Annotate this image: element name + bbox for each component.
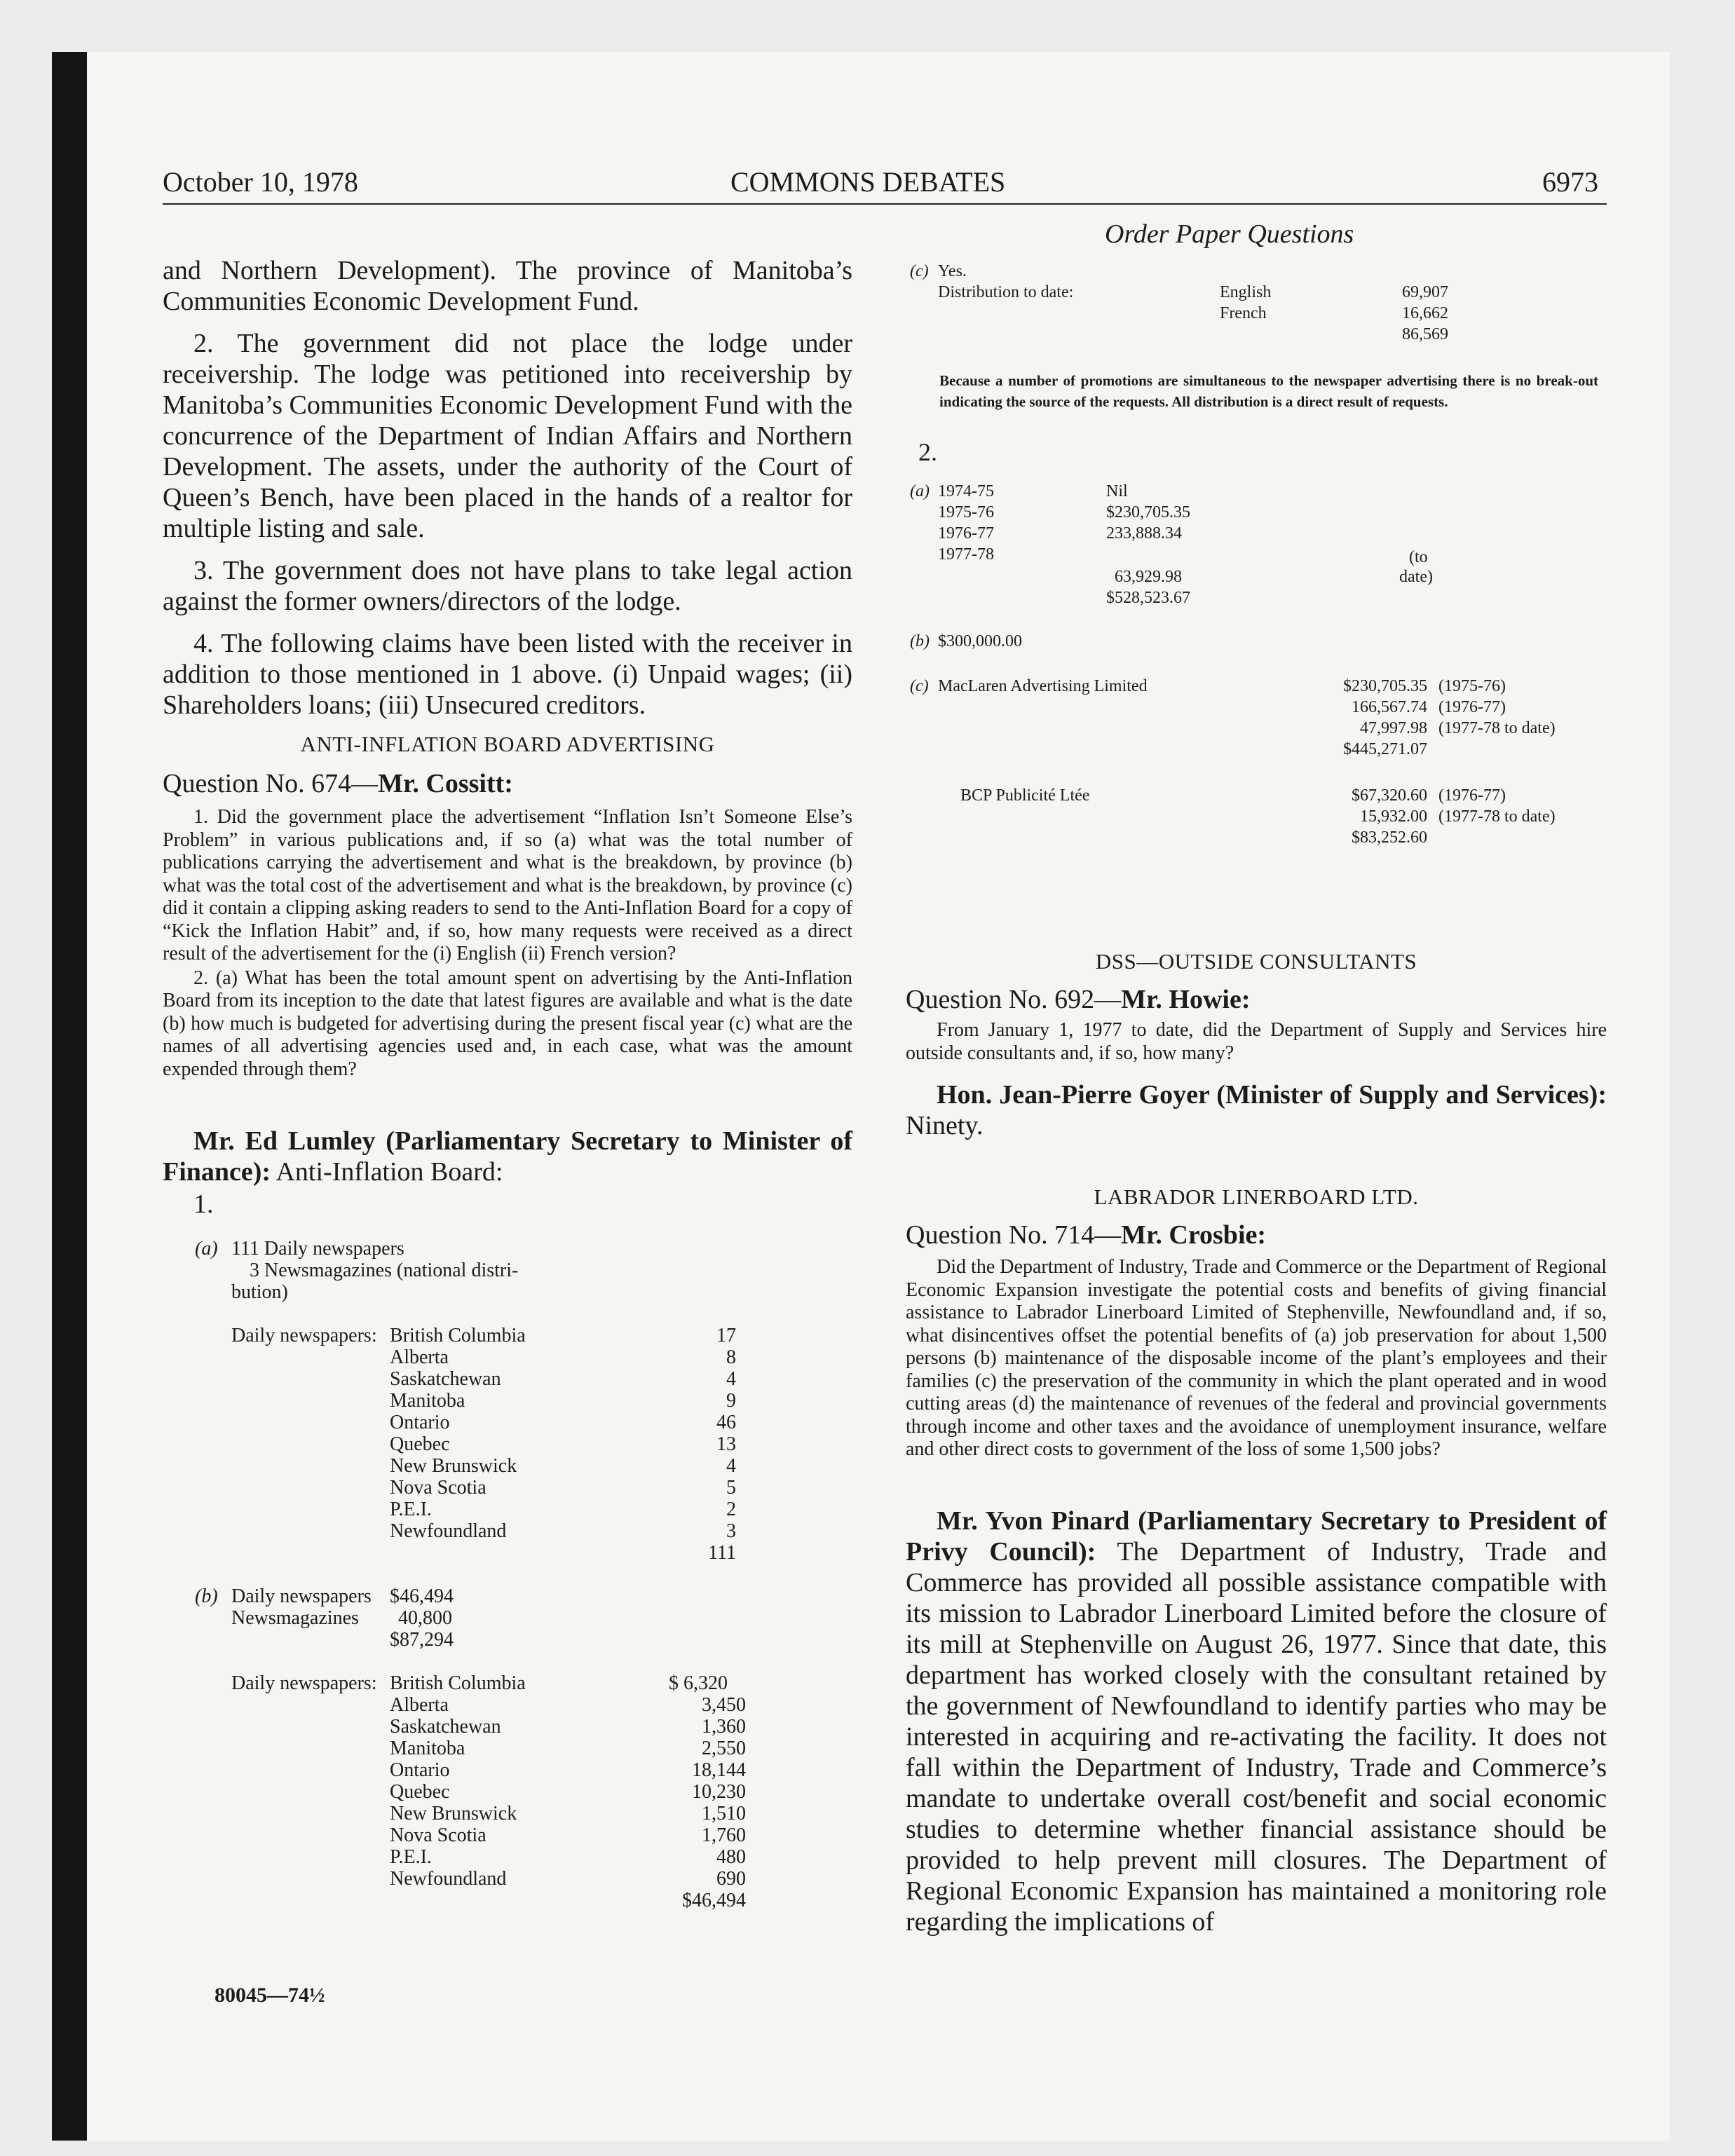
fiscal-year: 1976-77 — [938, 524, 994, 543]
paragraph: and Northern Development). The province of Manitoba’s Communities Economic Development Fund. — [163, 256, 852, 316]
cost-value: 1,360 — [702, 1716, 746, 1738]
header-title: COMMONS DEBATES — [730, 166, 1006, 198]
answer-number: 2. — [918, 438, 937, 466]
count-value: 4 — [726, 1455, 736, 1477]
agency-total: $445,271.07 — [1343, 740, 1427, 758]
paragraph: 3. The government does not have plans to take legal action against the former owners/directors of the lodge. — [163, 556, 852, 616]
scan-binding-edge — [52, 52, 87, 2141]
agency-total: $83,252.60 — [1352, 828, 1427, 847]
cost-total: $87,294 — [390, 1629, 454, 1651]
cost-value: $ 6,320 — [669, 1672, 728, 1694]
list-item: Quebec — [390, 1433, 450, 1455]
fiscal-year: 1974-75 — [938, 482, 994, 500]
question-number: Question No. 674— — [163, 769, 379, 798]
table-label: Daily newspapers — [231, 1585, 372, 1607]
list-item: Ontario — [390, 1412, 450, 1433]
count-value: 2 — [726, 1499, 736, 1520]
cost-value: 18,144 — [692, 1759, 746, 1781]
answer-number: 1. — [193, 1189, 214, 1219]
table-line: 3 Newsmagazines (national distri- — [250, 1260, 519, 1281]
question-paragraph: 1. Did the government place the advertisement “Inflation Isn’t Someone Else’s Problem” in various publications and, if so (a) what was the total number of publications carrying the advertisement and what is the breakdown, by province (b) what was the total cost of the advertisement and what is the breakdown, by province (c) did it contain a clipping asking readers to send to the Anti-Inflation Board for a copy of “Kick the Inflation Habit” and, if so, how many requests were received as a direct result of the advertisement for the (i) English (ii) French version? — [163, 806, 852, 964]
list-item: Alberta — [390, 1694, 449, 1716]
count-value: 8 — [726, 1346, 736, 1368]
table-label: Distribution to date: — [938, 283, 1074, 301]
question-paragraph: Did the Department of Industry, Trade and Commerce or the Department of Regional Economic Expansion investigate the potential costs and benefits of giving financial assistance to Labrador Linerboard Limited of Stephenville, Newfoundland and, if so, what disincentives offset the potential benefits of (a) job preservation for about 1,500 persons (b) maintenance of the disposable income of the plant’s employees and their families (c) the preservation of the community in which the plant operated and in wood cutting areas (d) the maintenance of revenues of the federal and provincial governments through income and other taxes and the avoidance of unemployment insurance, welfare and other direct costs to government of the loss of some 1,500 jobs? — [906, 1256, 1607, 1460]
agency-amount: $230,705.35 — [1343, 677, 1427, 695]
item-marker: (a) — [195, 1238, 218, 1260]
cost-value: 40,800 — [398, 1607, 452, 1629]
to-date-note: (to — [1409, 548, 1428, 566]
count-value: 9 — [726, 1390, 736, 1412]
question-heading — [906, 1220, 1266, 1250]
list-item: Saskatchewan — [390, 1368, 501, 1390]
list-item: Newfoundland — [390, 1868, 507, 1890]
page-footer-code: 80045—74½ — [215, 1984, 325, 2007]
budget-value: $300,000.00 — [938, 632, 1022, 650]
list-item: Ontario — [390, 1759, 450, 1781]
table-line: 111 Daily newspapers — [231, 1238, 404, 1260]
count-value: 3 — [726, 1520, 736, 1542]
agency-amount: $67,320.60 — [1352, 786, 1427, 805]
section-caption: ANTI-INFLATION BOARD ADVERTISING — [300, 732, 715, 756]
question-text-block — [163, 806, 852, 1081]
language-label: English — [1220, 283, 1272, 301]
agency-amount: 15,932.00 — [1360, 807, 1427, 826]
question-paragraph: 2. (a) What has been the total amount spent on advertising by the Anti-Inflation Board from its inception to the date that latest figures are available and what is the date (b) how much is budgeted for advertising during the present fiscal year (c) what are the names of all advertising agencies used and, in each case, what was the amount expended through them? — [163, 967, 852, 1080]
agency-amount: 166,567.74 — [1352, 698, 1427, 716]
header-rule — [163, 203, 1607, 205]
count-total: 111 — [708, 1542, 736, 1564]
question-paragraph: From January 1, 1977 to date, did the Department of Supply and Services hire outside consultants and, if so, how many? — [906, 1019, 1607, 1064]
question-member: Mr. Crosbie: — [1121, 1220, 1267, 1250]
question-member: Mr. Howie: — [1121, 985, 1251, 1014]
language-label: French — [1220, 304, 1267, 322]
answer-text: Yes. — [938, 262, 967, 280]
table-label: Newsmagazines — [231, 1607, 359, 1629]
count-value: 13 — [716, 1433, 736, 1455]
question-heading — [906, 984, 1250, 1015]
list-item: P.E.I. — [390, 1846, 432, 1868]
answer-paragraph — [906, 1079, 1607, 1141]
agency-name: BCP Publicité Ltée — [960, 786, 1090, 805]
list-item: Manitoba — [390, 1738, 465, 1759]
list-item: New Brunswick — [390, 1803, 517, 1824]
paragraph: 4. The following claims have been listed with the receiver in addition to those mentioned in 1 above. (i) Unpaid wages; (ii) Shareholders loans; (iii) Unsecured creditors. — [163, 629, 852, 720]
agency-period: (1977-78 to date) — [1438, 719, 1556, 737]
agency-period: (1976-77) — [1438, 786, 1506, 805]
left-column — [163, 255, 852, 721]
cost-value: 480 — [716, 1846, 746, 1868]
amount-value: $230,705.35 — [1106, 503, 1190, 521]
item-marker: (a) — [910, 482, 930, 500]
table-note: Because a number of promotions are simultaneous to the newspaper advertising there is no break-out indicating the source of the requests. All distribution is a direct result of requests. — [939, 372, 1598, 410]
cost-value: $46,494 — [390, 1585, 454, 1607]
cost-value: 690 — [716, 1868, 746, 1890]
speaker-name: Mr. Yvon Pinard (Parliamentary Secretary to President of Privy Council): — [906, 1506, 1607, 1567]
table-line: bution) — [231, 1281, 288, 1303]
to-date-note: date) — [1399, 568, 1433, 586]
amount-value: 233,888.34 — [1106, 524, 1182, 543]
section-caption: DSS—OUTSIDE CONSULTANTS — [1095, 949, 1417, 974]
answer-text: Ninety. — [906, 1111, 984, 1140]
question-number: Question No. 692— — [906, 985, 1122, 1014]
section-caption: LABRADOR LINERBOARD LTD. — [1094, 1185, 1419, 1209]
header-date: October 10, 1978 — [163, 166, 358, 198]
answer-text: The Department of Industry, Trade and Commerce has provided all possible assistance compatible with its mission to Labrador Linerboard Limited before the closure of its mill at Stephenville on August 26, 1977. Since that date, this department has worked closely with the consultant retained by the government of Newfoundland to identify parties who may be interested in acquiring and re-activating the facility. It does not fall within the Department of Industry, Trade and Commerce’s mandate to undertake overall cost/benefit and social economic studies to determine whether financial assistance should be provided to help prevent mill closures. The Department of Regional Economic Expansion has maintained a monitoring role regarding the implications of — [906, 1537, 1607, 1937]
header-page-number: 6973 — [1542, 166, 1598, 198]
count-value: 4 — [726, 1368, 736, 1390]
amount-total: $528,523.67 — [1106, 589, 1190, 607]
item-marker: (c) — [910, 677, 929, 695]
cost-value: 2,550 — [702, 1738, 746, 1759]
speaker-name: Mr. Ed Lumley (Parliamentary Secretary to Minister of Finance): — [163, 1126, 852, 1187]
list-item: Nova Scotia — [390, 1477, 487, 1499]
list-item: Saskatchewan — [390, 1716, 501, 1738]
list-item: Nova Scotia — [390, 1824, 487, 1846]
item-marker: (c) — [910, 262, 929, 280]
cost-value: 1,760 — [702, 1824, 746, 1846]
count-value: 5 — [726, 1477, 736, 1499]
list-item: Alberta — [390, 1346, 449, 1368]
list-item: Quebec — [390, 1781, 450, 1803]
item-marker: (b) — [195, 1585, 218, 1607]
list-item: P.E.I. — [390, 1499, 432, 1520]
answer-paragraph — [163, 1126, 852, 1187]
list-item: Newfoundland — [390, 1520, 507, 1542]
list-item: New Brunswick — [390, 1455, 517, 1477]
agency-period: (1977-78 to date) — [1438, 807, 1556, 826]
list-item: British Columbia — [390, 1325, 526, 1346]
distribution-total: 86,569 — [1402, 325, 1448, 343]
fiscal-year: 1975-76 — [938, 503, 994, 521]
agency-name: MacLaren Advertising Limited — [938, 677, 1148, 695]
answer-paragraph — [906, 1506, 1607, 1937]
distribution-value: 16,662 — [1402, 304, 1448, 322]
cost-value: 3,450 — [702, 1694, 746, 1716]
cost-value: 1,510 — [702, 1803, 746, 1824]
item-marker: (b) — [910, 632, 930, 650]
answer-text: Anti-Inflation Board: — [275, 1157, 503, 1187]
list-item: British Columbia — [390, 1672, 526, 1694]
paragraph: 2. The government did not place the lodge under receivership. The lodge was petitioned into receivership by Manitoba’s Communities Economic Development Fund with the concurrence of the Department of Indian Affairs and Northern Development. The assets, under the authority of the Court of Queen’s Bench, have been placed in the hands of a realtor for multiple listing and sale. — [163, 329, 852, 543]
amount-value: Nil — [1106, 482, 1128, 500]
fiscal-year: 1977-78 — [938, 545, 994, 564]
question-number: Question No. 714— — [906, 1220, 1122, 1250]
agency-period: (1976-77) — [1438, 698, 1506, 716]
question-member: Mr. Cossitt: — [378, 769, 513, 798]
cost-value: 10,230 — [692, 1781, 746, 1803]
section-subheader: Order Paper Questions — [1105, 219, 1354, 249]
table-label: Daily newspapers: — [231, 1672, 377, 1694]
agency-amount: 47,997.98 — [1360, 719, 1427, 737]
question-heading — [163, 768, 513, 799]
cost-total: $46,494 — [682, 1890, 746, 1911]
list-item: Manitoba — [390, 1390, 465, 1412]
answer-block — [163, 1126, 852, 1220]
amount-value: 63,929.98 — [1115, 568, 1182, 586]
speaker-name: Hon. Jean-Pierre Goyer (Minister of Supply and Services): — [937, 1080, 1607, 1110]
count-value: 46 — [716, 1412, 736, 1433]
table-label: Daily newspapers: — [231, 1325, 377, 1346]
distribution-value: 69,907 — [1402, 283, 1448, 301]
agency-period: (1975-76) — [1438, 677, 1506, 695]
count-value: 17 — [716, 1325, 736, 1346]
